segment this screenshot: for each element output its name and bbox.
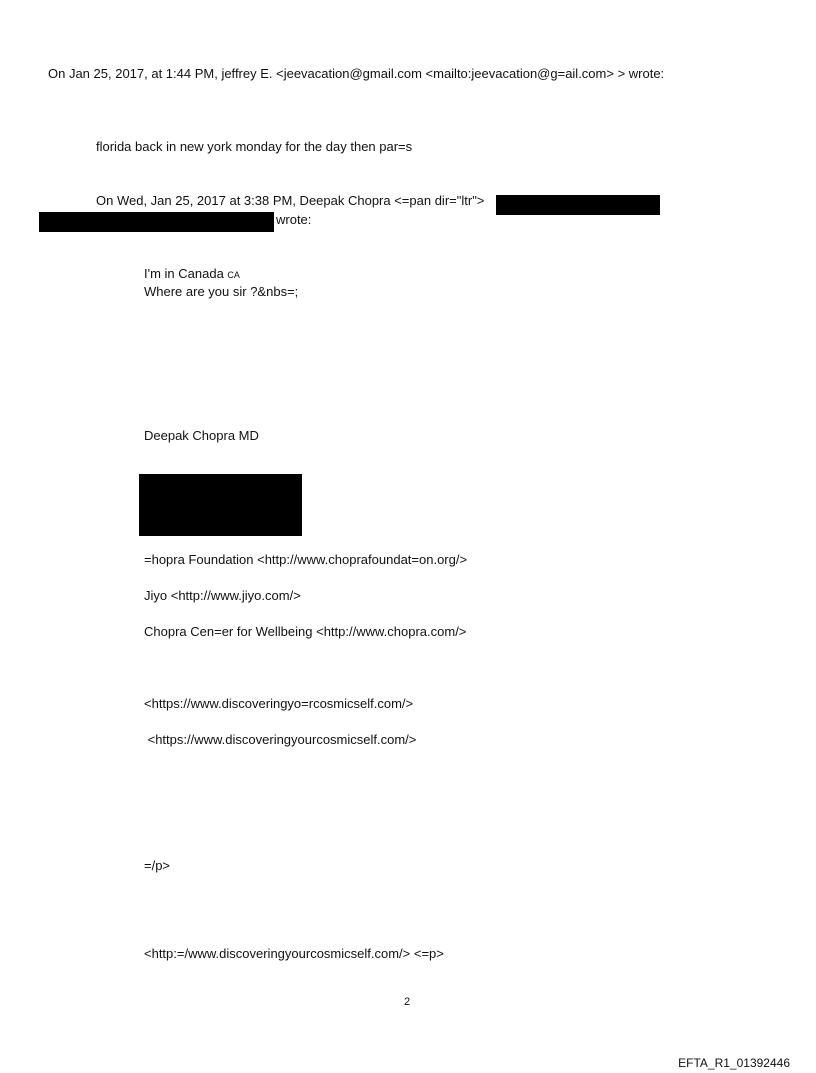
- link-jiyo: Jiyo <http://www.jiyo.com/>: [144, 588, 301, 603]
- link-discovering-3: <http:=/www.discoveringyourcosmicself.com/> <=p>: [144, 946, 444, 961]
- body-line-2: Where are you sir ?&nbs=;: [144, 284, 299, 299]
- page-number: 2: [404, 996, 411, 1008]
- redaction-block: [39, 212, 274, 232]
- redaction-block: [496, 195, 660, 215]
- document-id: EFTA_R1_01392446: [678, 1056, 790, 1070]
- link-chopra-foundation: =hopra Foundation <http://www.choprafoundat=on.org/>: [144, 552, 468, 567]
- body-line-1-text: I'm in Canada: [144, 266, 228, 281]
- reply-line: florida back in new york monday for the day then par=s: [96, 139, 413, 154]
- quoted-header: [96, 193, 484, 209]
- email-header-top: On Jan 25, 2017, at 1:44 PM, jeffrey E. <jeevacation@gmail.com <mailto:jeevacation@g=ail.com> > wrote:: [48, 66, 665, 81]
- redaction-block: [139, 474, 302, 536]
- quoted-header-prefix: On Wed, Jan 25, 2017 at 3:38 PM, Deepak Chopra <=pan dir="ltr">: [96, 193, 485, 208]
- signature-name: Deepak Chopra MD: [144, 428, 259, 443]
- body-line-1-suffix: CA: [227, 270, 240, 280]
- body-line-1: [144, 266, 240, 283]
- link-discovering-1: <https://www.discoveringyo=rcosmicself.com/>: [144, 696, 414, 711]
- quoted-header-suffix: wrote:: [276, 212, 312, 227]
- link-chopra-center: Chopra Cen=er for Wellbeing <http://www.chopra.com/>: [144, 624, 467, 639]
- tag-line: =/p>: [144, 858, 171, 873]
- link-discovering-2: <https://www.discoveringyourcosmicself.com/>: [144, 732, 417, 747]
